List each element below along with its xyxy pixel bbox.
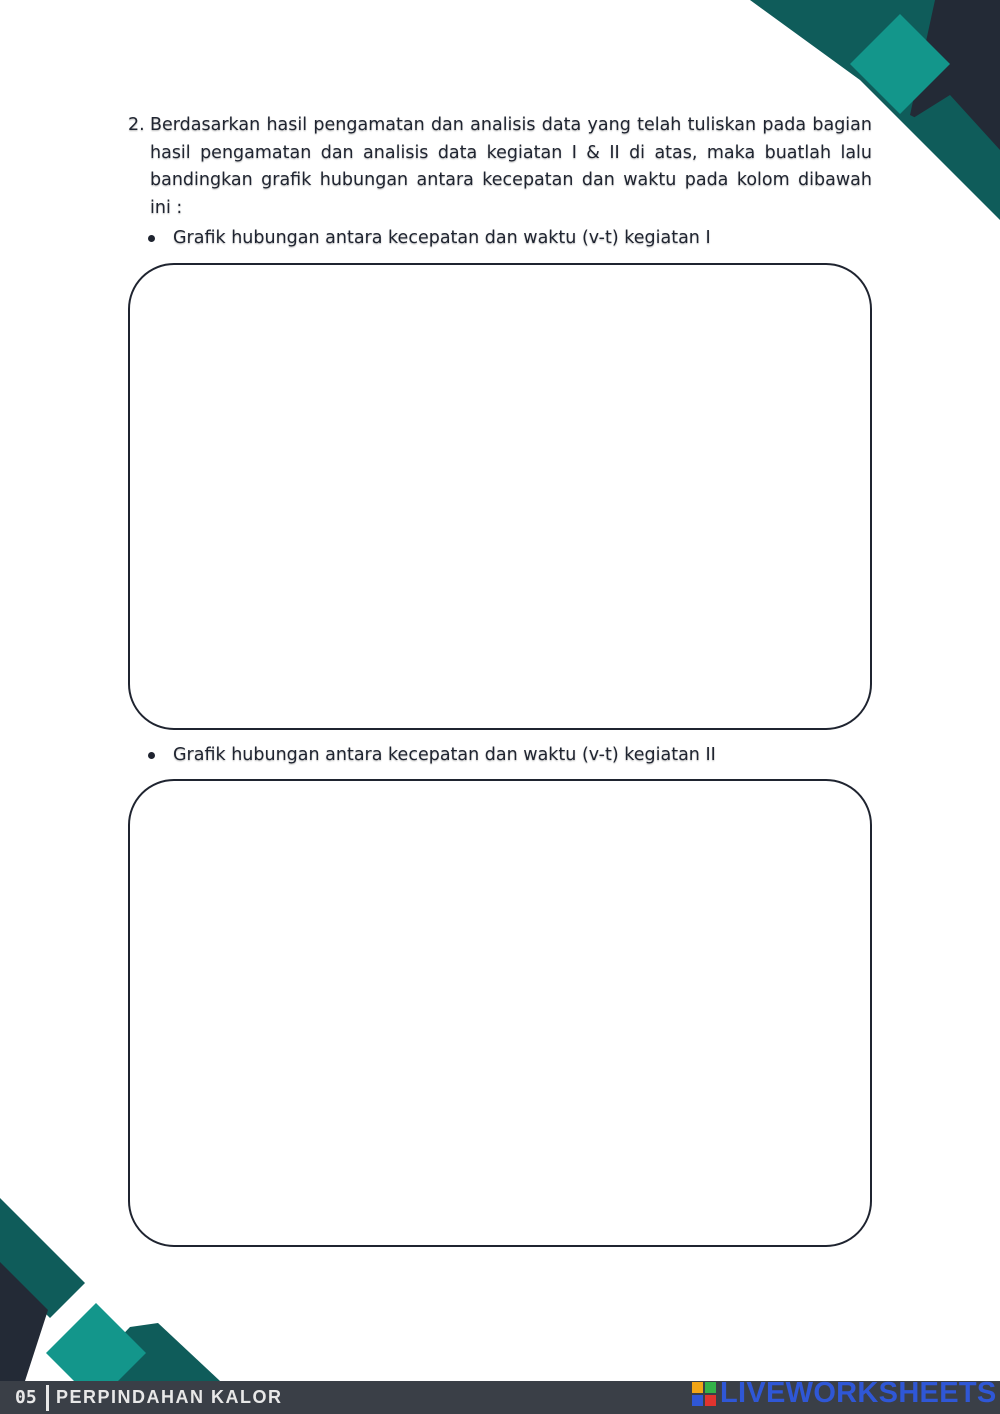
bullet-item-kegiatan-1	[148, 225, 711, 252]
bullet-label: Grafik hubungan antara kecepatan dan waktu (v-t) kegiatan II	[173, 745, 716, 765]
liveworksheets-watermark	[692, 1377, 997, 1410]
answer-box-kegiatan-1[interactable]	[128, 263, 872, 730]
answer-box-kegiatan-2[interactable]	[128, 779, 872, 1247]
bullet-label: Grafik hubungan antara kecepatan dan waktu (v-t) kegiatan I	[173, 228, 711, 248]
page-number: 05	[15, 1387, 37, 1408]
question-text: Berdasarkan hasil pengamatan dan analisis data yang telah tuliskan pada bagian hasil pengamatan dan analisis data kegiatan I & II di atas, maka buatlah lalu bandingkan grafik hubungan antara kecepatan dan waktu pada kolom dibawah ini :	[150, 115, 872, 218]
watermark-text: LIVEWORKSHEETS	[720, 1377, 997, 1409]
bullet-item-kegiatan-2	[148, 742, 716, 769]
footer-divider	[46, 1385, 49, 1411]
bullet-icon	[148, 235, 155, 242]
bullet-icon	[148, 752, 155, 759]
footer-title: PERPINDAHAN KALOR	[56, 1387, 283, 1407]
liveworksheets-logo-icon	[692, 1382, 716, 1406]
question-block	[128, 112, 872, 222]
question-number: 2.	[128, 115, 145, 135]
